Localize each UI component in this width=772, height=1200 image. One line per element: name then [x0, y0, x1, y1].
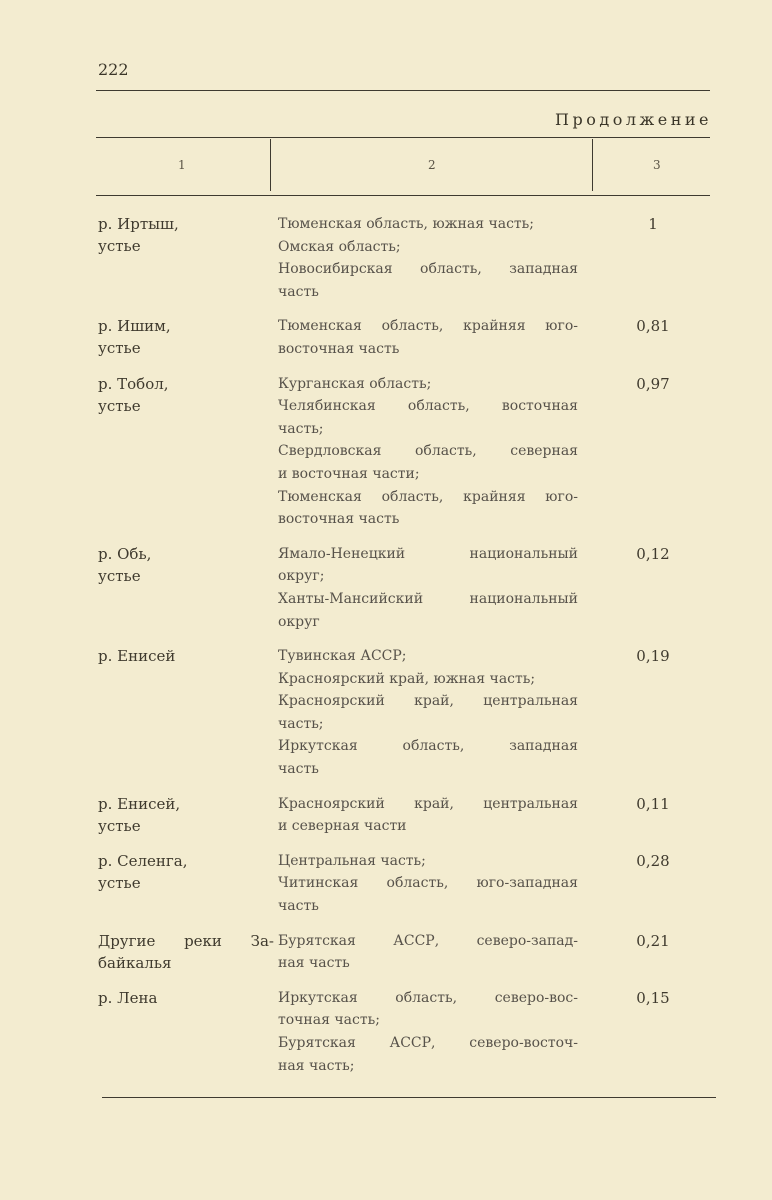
table-row: [98, 315, 698, 360]
river-name-cell: [98, 213, 278, 303]
region-line: часть: [278, 761, 319, 778]
region-line: Ямало-Ненецкий национальный: [278, 545, 578, 562]
table-row: [98, 213, 698, 303]
table-row: [98, 793, 698, 838]
region-cell: [278, 315, 588, 360]
continuation-label: Продолжение: [555, 110, 712, 129]
region-line: часть: [278, 283, 319, 300]
table-row: [98, 645, 698, 781]
river-name-line: устье: [98, 566, 141, 585]
region-line: часть;: [278, 715, 324, 732]
region-line: Тувинская АССР;: [278, 648, 407, 665]
region-line: Челябинская область, восточная: [278, 398, 578, 415]
region-line: ная часть;: [278, 1057, 355, 1074]
region-line: Тюменская область, крайняя юго-: [278, 488, 578, 505]
river-name-line: устье: [98, 873, 141, 892]
region-line: Омская область;: [278, 238, 401, 255]
river-name-cell: [98, 930, 278, 975]
column-header-1: 1: [178, 158, 186, 172]
region-line: Тюменская область, крайняя юго-: [278, 318, 578, 335]
coefficient-cell: 1: [648, 215, 658, 233]
column-header-2: 2: [428, 158, 436, 172]
coefficient-cell: 0,11: [636, 794, 670, 813]
river-name-line: Другие реки За-: [98, 931, 274, 950]
region-line: Свердловская область, северная: [278, 443, 578, 460]
river-name-cell: [98, 373, 278, 531]
river-name-line: р. Обь,: [98, 544, 152, 563]
river-name-cell: [98, 315, 278, 360]
coefficient-cell: 0,12: [636, 544, 670, 563]
river-name-line: устье: [98, 396, 141, 415]
river-name-line: р. Селенга,: [98, 851, 188, 870]
region-line: Красноярский край, южная часть;: [278, 670, 536, 687]
region-line: и северная части: [278, 818, 407, 835]
coefficient-cell: 0,97: [636, 374, 670, 393]
table-row: [98, 543, 698, 633]
region-line: Новосибирская область, западная: [278, 261, 578, 278]
river-name-line: р. Енисей,: [98, 794, 181, 813]
region-line: Красноярский край, центральная: [278, 795, 578, 812]
table-header-bottom-rule: [96, 195, 710, 196]
region-cell: [278, 373, 588, 531]
region-cell: [278, 930, 588, 975]
river-name-line: р. Иртыш,: [98, 215, 179, 233]
column-divider: [270, 139, 271, 191]
region-cell: [278, 543, 588, 633]
region-line: точная часть;: [278, 1012, 380, 1029]
region-line: Ханты-Мансийский национальный: [278, 590, 578, 607]
river-name-line: устье: [98, 816, 141, 835]
coefficient-cell: 0,21: [636, 931, 670, 950]
river-name-line: устье: [98, 237, 141, 255]
river-name-cell: [98, 543, 278, 633]
region-line: Читинская область, юго-западная: [278, 875, 578, 892]
region-line: округ: [278, 613, 320, 630]
region-line: Бурятская АССР, северо-восточ-: [278, 1035, 578, 1051]
region-line: ная часть: [278, 955, 350, 972]
region-line: часть;: [278, 420, 324, 437]
region-cell: [278, 850, 588, 918]
region-line: Тюменская область, южная часть;: [278, 216, 535, 232]
region-line: Бурятская АССР, северо-запад-: [278, 932, 578, 949]
region-cell: [278, 987, 588, 1077]
column-divider: [592, 139, 593, 191]
table-row: [98, 850, 698, 918]
region-line: восточная часть: [278, 511, 400, 528]
river-name-line: р. Тобол,: [98, 374, 169, 393]
region-cell: [278, 645, 588, 781]
coefficient-cell: 0,19: [636, 647, 670, 666]
region-line: Иркутская область, северо-вос-: [278, 989, 578, 1006]
table-row: [98, 987, 698, 1077]
top-rule: [96, 90, 710, 91]
region-line: Иркутская область, западная: [278, 738, 578, 755]
coefficient-cell: 0,81: [636, 317, 670, 336]
region-line: Красноярский край, центральная: [278, 693, 578, 710]
region-line: Центральная часть;: [278, 852, 426, 869]
river-name-line: устье: [98, 339, 141, 358]
table-row: [98, 373, 698, 531]
region-line: восточная часть: [278, 340, 400, 357]
river-name-cell: [98, 793, 278, 838]
river-name-cell: [98, 645, 278, 781]
river-name-cell: [98, 850, 278, 918]
coefficient-cell: 0,28: [636, 851, 670, 870]
river-name-cell: [98, 987, 278, 1077]
region-line: и восточная части;: [278, 465, 420, 482]
region-line: округ;: [278, 568, 325, 585]
region-cell: [278, 213, 588, 303]
region-cell: [278, 793, 588, 838]
river-name-line: р. Ишим,: [98, 317, 171, 336]
region-line: часть: [278, 898, 319, 915]
table-header-top-rule: [96, 137, 710, 138]
column-header-3: 3: [653, 158, 661, 172]
river-name-line: р. Енисей: [98, 647, 176, 666]
region-line: Курганская область;: [278, 375, 432, 392]
river-name-line: р. Лена: [98, 988, 158, 1007]
page-number: 222: [98, 60, 129, 79]
table-body: [98, 213, 698, 1089]
coefficient-cell: 0,15: [636, 988, 670, 1007]
bottom-rule: [102, 1097, 716, 1098]
table-row: [98, 930, 698, 975]
river-name-line: байкалья: [98, 953, 172, 972]
